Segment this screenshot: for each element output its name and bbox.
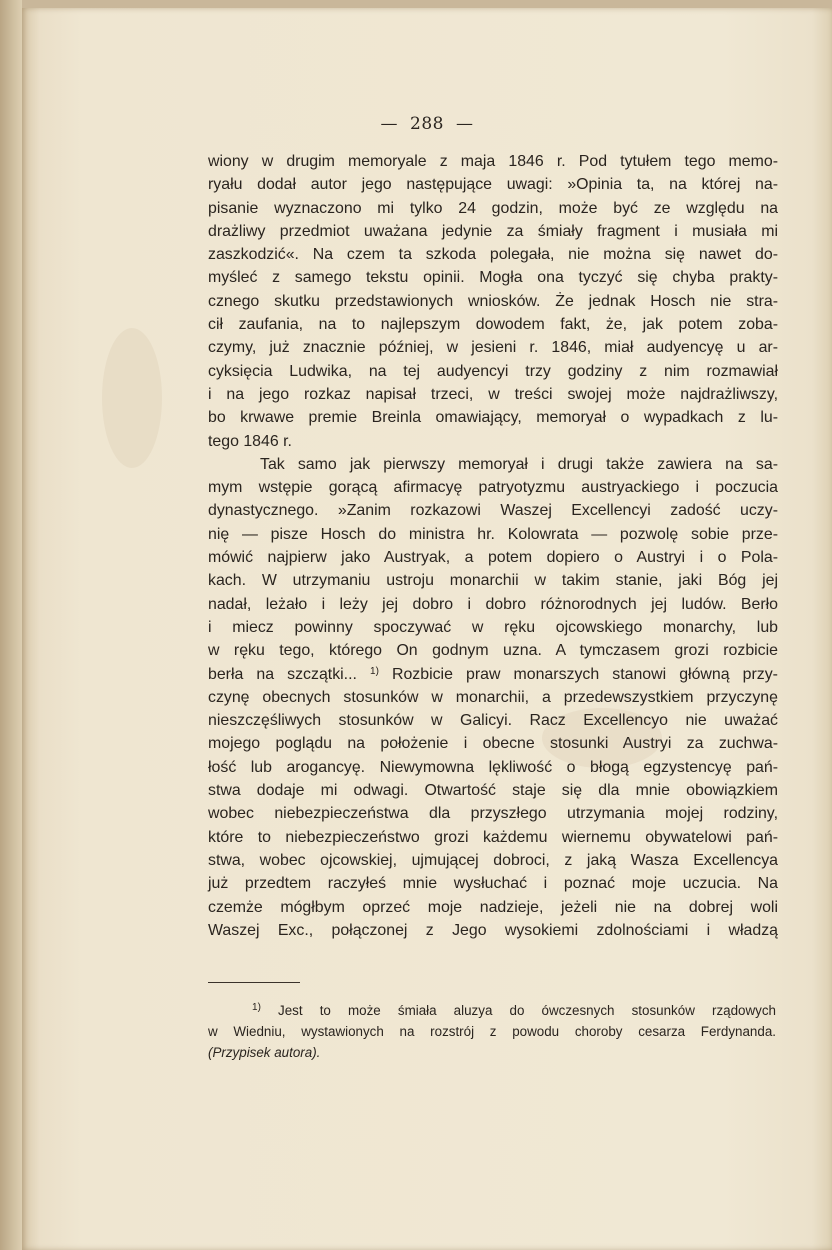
footnote-line: w Wiedniu, wystawionych na rozstrój z powodu choroby cesarza Ferdynanda.	[208, 1024, 776, 1039]
footnotes	[208, 1000, 776, 1063]
text-line: już przedtem raczyłeś mnie wysłuchać i poznać moje uczucia. Na	[208, 875, 778, 893]
text-fragment: berła na szczątki...	[208, 665, 357, 683]
text-line: i miecz powinny spoczywać w ręku ojcowskiego monarchy, lub	[208, 618, 778, 636]
text-line: drażliwy przedmiot uważana jedynie za śmiały fragment i musiała mi	[208, 222, 778, 240]
text-line: łość lub arogancyę. Niewymowna lękliwość o błogą egzystencyę pań-	[208, 758, 778, 776]
page-number-prefix: —	[380, 114, 399, 134]
text-line: mojego poglądu na położenie i obecne stosunki Austryi za zuchwa-	[208, 735, 778, 753]
footnote-text: Jest to może śmiała aluzya do ówczesnych stosunków rządowych	[260, 1003, 776, 1018]
text-line: kach. W utrzymaniu ustroju monarchii w takim stanie, jaki Bóg jej	[208, 572, 778, 590]
text-line: zaszkodzić«. Na czem ta szkoda polegała, nie można się nawet do-	[208, 246, 778, 264]
page-number	[22, 114, 832, 134]
text-line: nię — pisze Hosch do ministra hr. Kolowrata — pozwolę sobie prze-	[208, 525, 778, 543]
footnote-separator	[208, 982, 300, 983]
footnote-line	[208, 1000, 776, 1021]
text-line: mym wstępie gorącą afirmacyę patryotyzmu austryackiego i poczucia	[208, 479, 778, 497]
text-line: w ręku tego, którego On godnym uzna. A tymczasem grozi rozbicie	[208, 642, 778, 660]
text-line: stwa, wobec ojcowskiej, ujmującej dobroci, z jaką Wasza Excellencya	[208, 851, 778, 869]
text-line-with-footnote	[208, 663, 778, 686]
text-line: dynastycznego. »Zanim rozkazowi Waszej Excellencyi zadość uczy-	[208, 502, 778, 520]
text-line: cił zaufania, na to najlepszym dowodem fakt, że, jak potem zoba-	[208, 316, 778, 334]
paper-stain	[102, 328, 162, 468]
text-line: mówić najpierw jako Austryak, a potem dopiero o Austryi i o Pola-	[208, 549, 778, 567]
text-line: pisanie wyznaczono mi tylko 24 godzin, może być ze względu na	[208, 199, 778, 217]
text-line: i na jego rozkaz napisał trzeci, w treści swojej może najdrażliwszy,	[208, 385, 778, 403]
page-number-value: 288	[410, 114, 444, 134]
page-number-suffix: —	[455, 114, 474, 134]
paragraph-1	[208, 150, 778, 453]
text-line: nadał, leżało i leży jej dobro i dobro różnorodnych jej ludów. Berło	[208, 595, 778, 613]
text-fragment: Rozbicie praw monarszych stanowi główną przy-	[378, 665, 778, 683]
text-line: wiony w drugim memoryale z maja 1846 r. Pod tytułem tego memo-	[208, 153, 778, 170]
text-line: stwa dodaje mi odwagi. Otwartość staje się dla mnie obowiązkiem	[208, 782, 778, 800]
paragraph-2	[208, 453, 778, 942]
text-line: które to niebezpieczeństwo grozi każdemu wiernemu obywatelowi pań-	[208, 828, 778, 846]
text-line: cyksięcia Ludwika, na tej audyencyi trzy godziny z nim rozmawiał	[208, 362, 778, 380]
text-line: Waszej Exc., połączonej z Jego wysokiemi zdolnościami i władzą	[208, 921, 778, 939]
footnote-attribution: (Przypisek autora).	[208, 1045, 321, 1060]
text-line: nieszczęśliwych stosunków w Galicyi. Racz Excellencyo nie uważać	[208, 712, 778, 730]
text-line: czemże mógłbym oprzeć moje nadzieje, jeżeli nie na dobrej woli	[208, 898, 778, 916]
text-line: Tak samo jak pierwszy memoryał i drugi także zawiera na sa-	[260, 455, 778, 473]
text-line: wobec niebezpieczeństwa dla przyszłego utrzymania mojej rodziny,	[208, 805, 778, 823]
body-text	[208, 150, 778, 942]
text-line: cznego skutku przedstawionych wniosków. Że jednak Hosch nie stra-	[208, 292, 778, 310]
text-line: czynę obecnych stosunków w monarchii, a przedewszystkiem przyczynę	[208, 688, 778, 706]
text-line: bo krwawe premie Breinla omawiający, memoryał o wypadkach z lu-	[208, 409, 778, 427]
text-line: ryału dodał autor jego następujące uwagi: »Opinia ta, na której na-	[208, 176, 778, 194]
text-line: czymy, już znacznie później, w jesieni r. 1846, miał audyencyę u ar-	[208, 339, 778, 357]
book-spine-edge	[0, 0, 22, 1250]
text-line: tego 1846 r.	[208, 432, 292, 450]
footnote-reference[interactable]: 1)	[370, 665, 379, 677]
footnote-marker: 1)	[252, 1002, 261, 1013]
text-line: myśleć z samego tekstu opinii. Mogła ona tyczyć się chyba prakty-	[208, 269, 778, 287]
